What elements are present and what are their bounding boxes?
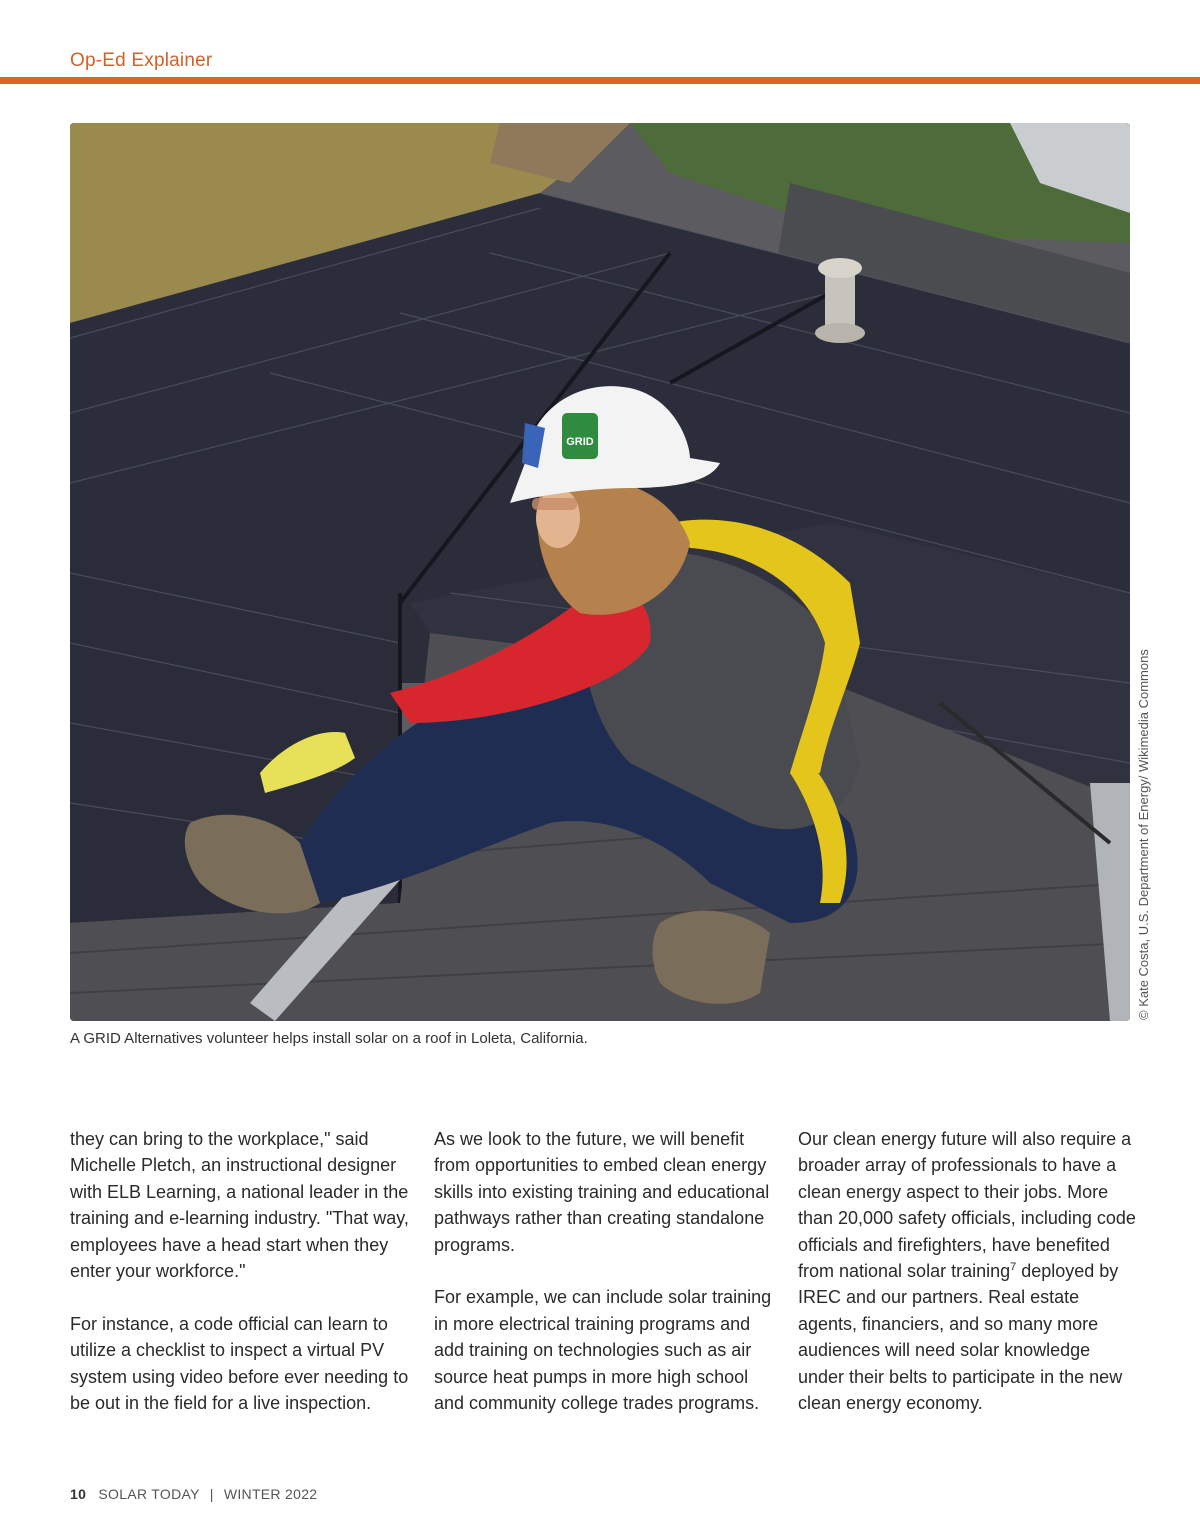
footnote-ref: 7 [1010,1261,1017,1274]
issue-label: WINTER 2022 [223,1486,318,1502]
page-number: 10 [70,1486,87,1502]
footer-separator: | [209,1486,214,1502]
column-3-paragraph-1 [798,1126,1138,1416]
header-rule [0,77,1200,84]
column-1-paragraph-2: For instance, a code official can learn to utilize a checklist to inspect a virtual PV system using video before ever needing to be out in the field for a live inspection. [70,1313,409,1414]
column-2-paragraph-1: As we look to the future, we will benefit from opportunities to embed clean energy skills into existing training and educational pathways rather than creating standalone programs. [434,1129,770,1255]
installer-photo [70,123,1130,1021]
column-3-text-a: Our clean energy future will also require a broader array of professionals to have a clean energy aspect to their jobs. More than 20,000 safety officials, including code officials and firefighters, have benefited from national solar training [798,1129,1136,1282]
publication-name: SOLAR TODAY [98,1486,200,1502]
column-3-text-b: deployed by IREC and our partners. Real estate agents, financiers, and so many more audiences will need solar knowledge under their belts to participate in the new clean energy economy. [798,1261,1123,1414]
text-column-3 [798,1126,1138,1443]
column-2-paragraph-2: For example, we can include solar training in more electrical training programs and add training on technologies such as air source heat pumps in more high school and community college trades programs. [434,1287,772,1414]
photo-credit: © Kate Costa, U.S. Department of Energy/ Wikimedia Commons [1136,649,1151,1020]
page-footer [70,1486,317,1502]
text-column-1 [70,1126,410,1443]
helmet-logo-text: GRID [566,436,594,448]
text-column-2 [434,1126,774,1443]
section-label: Op-Ed Explainer [70,50,213,71]
column-1-paragraph-1: they can bring to the workplace," said Michelle Pletch, an instructional designer with ELB Learning, a national leader in the training and e-learning industry. "That way, employees have a head start when they enter your workforce." [70,1129,409,1282]
photo-caption: A GRID Alternatives volunteer helps install solar on a roof in Loleta, California. [70,1030,588,1047]
